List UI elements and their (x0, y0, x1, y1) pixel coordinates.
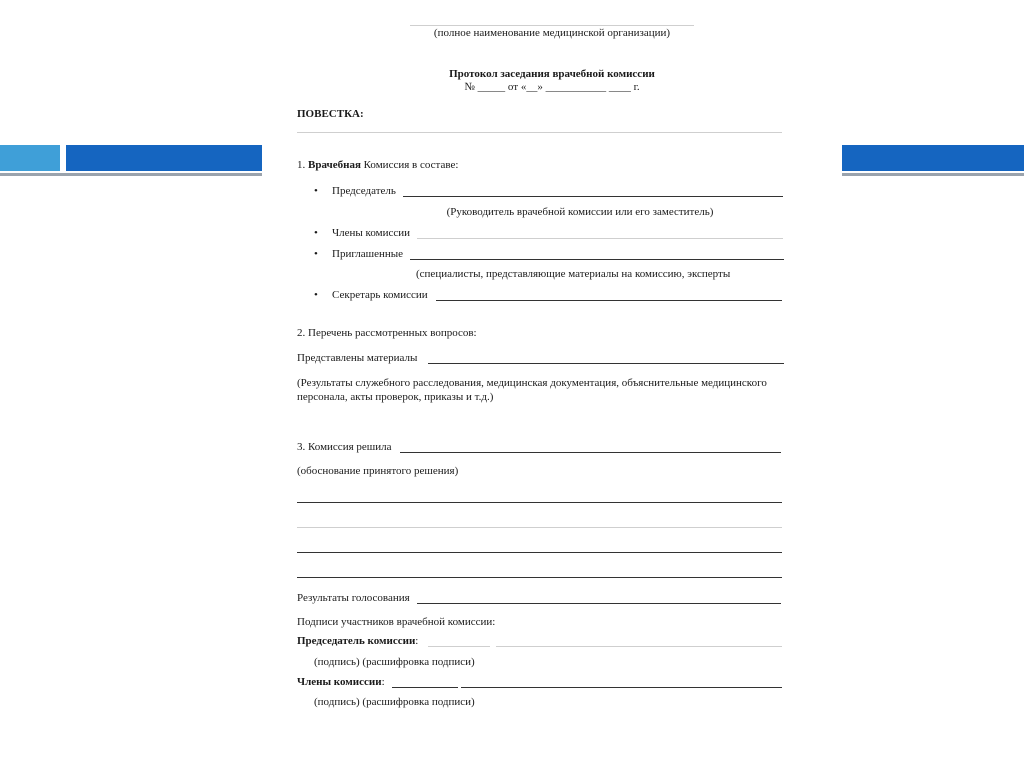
materials-label: Представлены материалы (297, 352, 418, 364)
chair-signature-caption: (подпись) (расшифровка подписи) (314, 656, 475, 668)
members-signature-caption: (подпись) (расшифровка подписи) (314, 696, 475, 708)
section-1-text: Комиссия в составе: (363, 159, 459, 171)
signatures-heading: Подписи участников врачебной комиссии: (297, 616, 496, 628)
decorative-band-left (66, 145, 262, 171)
decision-caption: (обоснование принятого решения) (297, 465, 459, 477)
section-2-heading: 2. Перечень рассмотренных вопросов: (297, 327, 477, 339)
secretary-field-line (436, 300, 782, 301)
agenda-line (297, 132, 782, 133)
decorative-stripe-left (0, 173, 262, 176)
chair-signature-label (297, 635, 418, 648)
members-field-line (417, 238, 783, 239)
materials-field-line (428, 363, 784, 364)
members-signature-label (297, 676, 385, 689)
chair-signature-line (428, 646, 490, 647)
members-signature-colon: : (381, 676, 385, 688)
bullet-icon: • (314, 248, 318, 260)
voting-field-line (417, 603, 781, 604)
section-1-heading (297, 159, 458, 172)
decorative-stripe-right (842, 173, 1024, 176)
materials-caption-line-2: персонала, акты проверок, приказы и т.д.) (297, 391, 494, 403)
secretary-label: Секретарь комиссии (332, 289, 428, 301)
decision-line-3 (297, 552, 782, 553)
decision-field-line (400, 452, 781, 453)
bullet-icon: • (314, 185, 318, 197)
invited-label: Приглашенные (332, 248, 404, 260)
decorative-band-right (842, 145, 1024, 171)
agenda-heading: ПОВЕСТКА: (297, 108, 364, 120)
members-signature-line (392, 687, 458, 688)
section-1-bold: Врачебная (308, 159, 361, 171)
chair-label: Председатель (332, 185, 396, 197)
chair-signature-label-text: Председатель комиссии (297, 635, 416, 647)
section-1-number: 1. (297, 159, 306, 171)
invited-field-line (410, 259, 784, 260)
materials-caption-line-1: (Результаты служебного расследования, медицинская документация, объяснительные медицинского (297, 377, 767, 389)
chair-signature-colon: : (415, 635, 419, 647)
org-name-caption: (полное наименование медицинской организации) (433, 27, 671, 39)
org-name-line (410, 25, 694, 26)
bullet-icon: • (314, 289, 318, 301)
decision-line-1 (297, 502, 782, 503)
protocol-title: Протокол заседания врачебной комиссии (449, 68, 655, 80)
members-name-line (461, 687, 782, 688)
members-signature-label-text: Члены комиссии (297, 676, 382, 688)
decorative-band-left-light (0, 145, 60, 171)
section-3-label: 3. Комиссия решила (297, 441, 392, 453)
chair-caption: (Руководитель врачебной комиссии или его заместитель) (446, 206, 714, 218)
invited-caption: (специалисты, представляющие материалы на комиссию, эксперты (416, 268, 731, 280)
decision-line-2 (297, 527, 782, 528)
voting-label: Результаты голосования (297, 592, 410, 604)
protocol-number-line: № _____ от «__» ___________ ____ г. (464, 81, 640, 93)
chair-field-line (403, 196, 783, 197)
bullet-icon: • (314, 227, 318, 239)
chair-name-line (496, 646, 782, 647)
decision-line-4 (297, 577, 782, 578)
members-label: Члены комиссии (332, 227, 411, 239)
